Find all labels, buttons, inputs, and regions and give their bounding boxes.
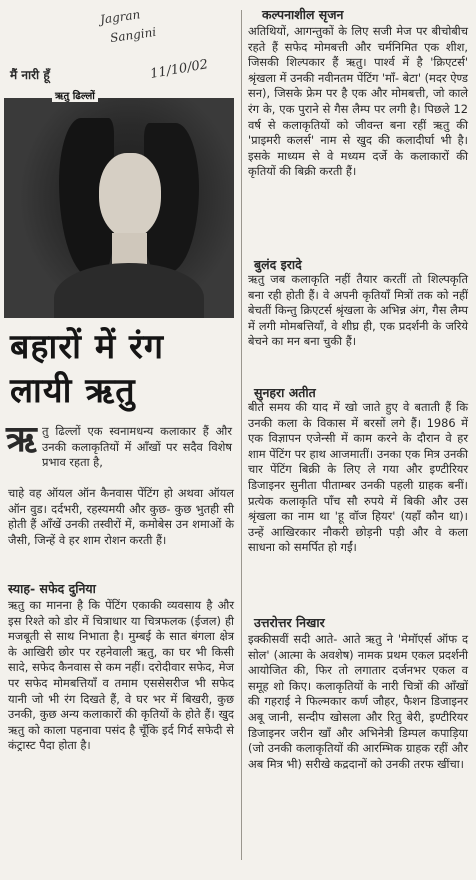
handwritten-source: Jagran bbox=[99, 7, 142, 27]
lead-paragraph: तु ढिल्लों एक स्वनामधन्य कलाकार हैं और उनकी कलाकृतियों में आँखों पर सदैव विशेष प्रभाव रहता है, bbox=[42, 424, 232, 470]
subhead-firm-intentions: बुलंद इरादे bbox=[254, 257, 302, 272]
right-column bbox=[248, 0, 470, 880]
section-kicker: मैं नारी हूँ bbox=[10, 68, 50, 82]
handwritten-date: 11/10/02 bbox=[149, 57, 210, 82]
subhead-black-white-world: स्याह- सफेद दुनिया bbox=[8, 581, 96, 596]
paragraph-black-white-world: ऋतु का मानना है कि पेंटिंग एकाकी व्यवसाय है और इस रिश्ते को डोर में चित्राधार या चित्रफलक (ईजल) ही मजबूती से साथ निभाता है। मुम्बई के सात बंगला क्षेत्र के आखिरी छोर पर रहनेवाली ऋतु, का घर भी किसी सादे, सफेद कैनवास से कम नहीं। दरोदीवार सफेद, मेज पर सफेद मोमबत्तियाँ व तमाम एससेसरीज भी सफेद यानी जो भी रंग दिखते हैं, वे घर भर में बिखरी, कुछ उनकी, कुछ अन्य कलाकारों की कृतियों के होते हैं। खुद ऋतु को काला पहनावा पसंद है चूँकि इर्द गिर्द सफेदी से कंट्रास्ट पैदा होता है। bbox=[8, 598, 234, 753]
photo-face bbox=[99, 153, 161, 238]
paragraph-progressive-refinement: इक्कीसवीं सदी आते- आते ऋतु ने 'मेमॉएर्स ऑफ द सोल' (आत्मा के अवशेष) नामक प्रथम एकल प्रदर्शनी आयोजित की, फिर तो लगातार दर्जनभर एकल व समूह शो किए। कलाकृतियों के नारी चित्रों की आँखों की गहराई ने फिल्मकार कर्ण जौहर, फैशन डिजाइनर अबू जानी, सन्दीप खोसला और रितु बेरी, इण्टीरियर डिजाइनर जरीन खाँ और अभिनेत्री डिम्पल कपाड़िया (जो उनकी कलाकृतियों की आरम्भिक ग्राहक रहीं और अब मित्र भी) सरीखे कद्रदानों को उनकी तरफ खींचा। bbox=[248, 632, 468, 771]
artist-photo bbox=[4, 98, 234, 318]
drop-cap: ऋ bbox=[6, 419, 37, 460]
paragraph-firm-intentions: ऋतु जब कलाकृति नहीं तैयार करतीं तो शिल्पकृति बना रही होती हैं। वे अपनी कृतियाँ मित्रों तक को नहीं बेचतीं किन्तु क्रिएटर्स श्रृंखला के अभिन्न अंग, गैस लैम्प में लगी मोमबत्तियाँ, वे शीघ्र ही, एक प्रदर्शनी के जरिये बेचने का मन बना चुकी हैं। bbox=[248, 272, 468, 349]
author-label: ऋतु ढिल्लों bbox=[52, 88, 98, 102]
column-divider bbox=[241, 10, 242, 860]
photo-dress bbox=[54, 263, 204, 318]
headline-line-2: लायी ऋतु bbox=[10, 371, 136, 411]
paragraph-imaginative-creation: अतिथियों, आगन्तुकों के लिए सजी मेज पर बीचोबीच रहते हैं सफेद मोमबत्ती और चर्मनिमित एक शीश, जिसकी शिल्पकार हैं ऋतु। पार्श्व में है 'क्रिएटर्स' श्रृंखला में उनकी नवीनतम पेंटिंग 'माँ- बेटा' (मदर ऐण्ड सन), जिसके फ्रेम पर है एक और मोमबत्ती, जो काले रंग के, एक पुराने से गैस लैम्प पर लगी है। पिछले 12 वर्ष से कलाकृतियों को जीवन्त बना रहीं ऋतु की 'प्राइमरी कलर्स' नाम से खुद की कलादीर्घा भी है। इसके माध्यम से वे मध्यम दर्जे के कलाकारों की कृतियों की बिक्री करती हैं। bbox=[248, 24, 468, 179]
headline bbox=[10, 325, 235, 413]
lead-paragraph-continued: चाहे वह ऑयल ऑन कैनवास पेंटिंग हो अथवा ऑयल ऑन वुड। दर्दभरी, रहस्यमयी और कुछ- कुछ भुतही सी होती हैं आँखें उनकी तस्वीरों में, कमोबेस उन शमाओं के जैसी, जिन्हें वे हर शाम रोशन करती हैं। bbox=[8, 486, 234, 547]
headline-line-1: बहारों में रंग bbox=[10, 327, 165, 367]
subhead-golden-past: सुनहरा अतीत bbox=[254, 385, 316, 400]
paragraph-golden-past: बीते समय की याद में खो जाते हुए वे बताती हैं कि उनकी कला के विकास में बरसों लगे हैं। 1986 में एक विज्ञापन एजेन्सी में काम करने के दौरान वे हर शाम पेंटिंग पर हाथ आजमातीं। उनका एक मित्र उनकी चार पेंटिंग बिक्री के लिए ले गया और इण्टीरियर डिजाइनर सुनीता पीताम्बर उनकी पहली ग्राहक बनीं। प्रत्येक कलाकृति पाँच सौ रुपये में बिकी और उस श्रृंखला का नाम था 'हू वॉज हियर' (यहाँ कौन था)। उन्हें आखिरकार नौकरी छोड़नी पड़ी और वे कला साधना को समर्पित हो गईं। bbox=[248, 400, 468, 555]
subhead-imaginative-creation: कल्पनाशील सृजन bbox=[262, 7, 344, 22]
handwritten-source-2: Sangini bbox=[109, 24, 157, 46]
subhead-progressive-refinement: उत्तरोत्तर निखार bbox=[254, 615, 325, 630]
